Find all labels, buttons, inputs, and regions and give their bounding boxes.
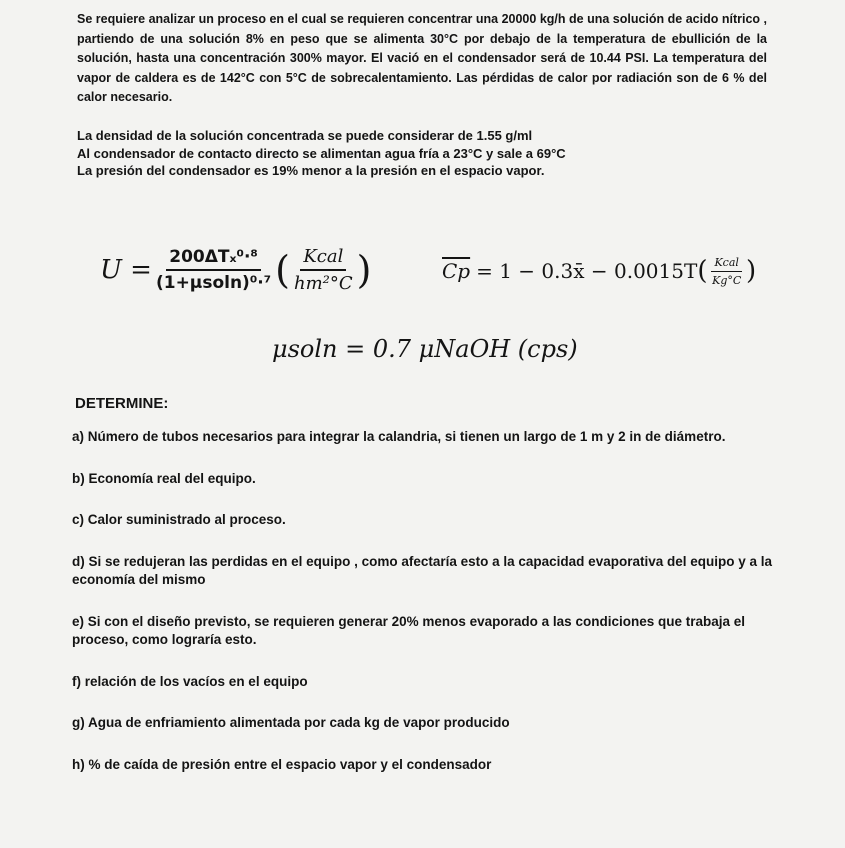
given-properties [77,127,777,180]
determine-heading: DETERMINE: [75,395,169,412]
property-condenser-water: Al condensador de contacto directo se alimentan agua fría a 23°C y sale a 69°C [77,145,566,161]
cp-units-open-paren: ( [697,256,708,286]
question-c: c) Calor suministrado al proceso. [72,512,286,527]
equation-viscosity: μsoln = 0.7 μNaOH (cps) [272,335,578,363]
intro-paragraph: Se requiere analizar un proceso en el cual se requieren concentrar una 20000 kg/h de una solución de acido nítrico , partiendo de una solución 8% en peso que se alimenta 30°C por debajo de la temperatura de ebullición de la solución, hasta una concentración 300% mayor. El vació en el condensador será de 10.44 PSI. La temperatura del vapor de caldera es de 142°C con 5°C de sobrecalentamiento. Las pérdidas de calor por radiación son de 6 % del calor necesario. [77,12,767,104]
question-b: b) Economía real del equipo. [72,470,256,486]
questions-list [72,428,772,797]
cp-units [711,256,741,287]
u-units-denominator: hm²°C [294,273,353,294]
problem-statement [77,10,767,108]
property-condenser-pressure: La presión del condensador es 19% menor a la presión en el espacio vapor. [77,163,545,178]
cp-units-numerator: Kcal [711,256,741,272]
property-density: La densidad de la solución concentrada se puede considerar de 1.55 g/ml [77,128,533,143]
question-g: g) Agua de enfriamiento alimentada por cada kg de vapor producido [72,715,510,730]
equation-u [100,235,371,305]
u-denominator: (1+μsoln)⁰·⁷ [155,273,272,293]
u-units-close-paren: ) [356,248,372,292]
cp-rhs: = 1 − 0.3x̄ − 0.0015T [476,259,698,283]
equation-cp [442,248,756,294]
question-d: d) Si se redujeran las perdidas en el equipo , como afectaría esto a la capacidad evaporativa del equipo y a la economía del mismo [72,553,773,587]
u-units-open-paren: ( [275,248,290,292]
u-units [294,246,353,294]
u-numerator: 200ΔTₓ⁰·⁸ [166,247,261,271]
question-a: a) Número de tubos necesarios para integrar la calandria, si tienen un largo de 1 m y 2 in de diámetro. [72,429,726,444]
question-h: h) % de caída de presión entre el espacio vapor y el condensador [72,756,492,772]
question-f: f) relación de los vacíos en el equipo [72,673,308,689]
cp-lhs: $\overline{Cp}$ [442,259,471,283]
u-fraction [156,247,271,293]
cp-units-close-paren: ) [745,256,757,286]
u-units-numerator: Kcal [300,246,346,271]
cp-units-denominator: Kg°C [712,273,742,287]
question-e: e) Si con el diseño previsto, se requieren generar 20% menos evaporado a las condiciones que trabaja el proceso, como lograría esto. [72,613,745,647]
u-lhs: U = [100,255,152,285]
